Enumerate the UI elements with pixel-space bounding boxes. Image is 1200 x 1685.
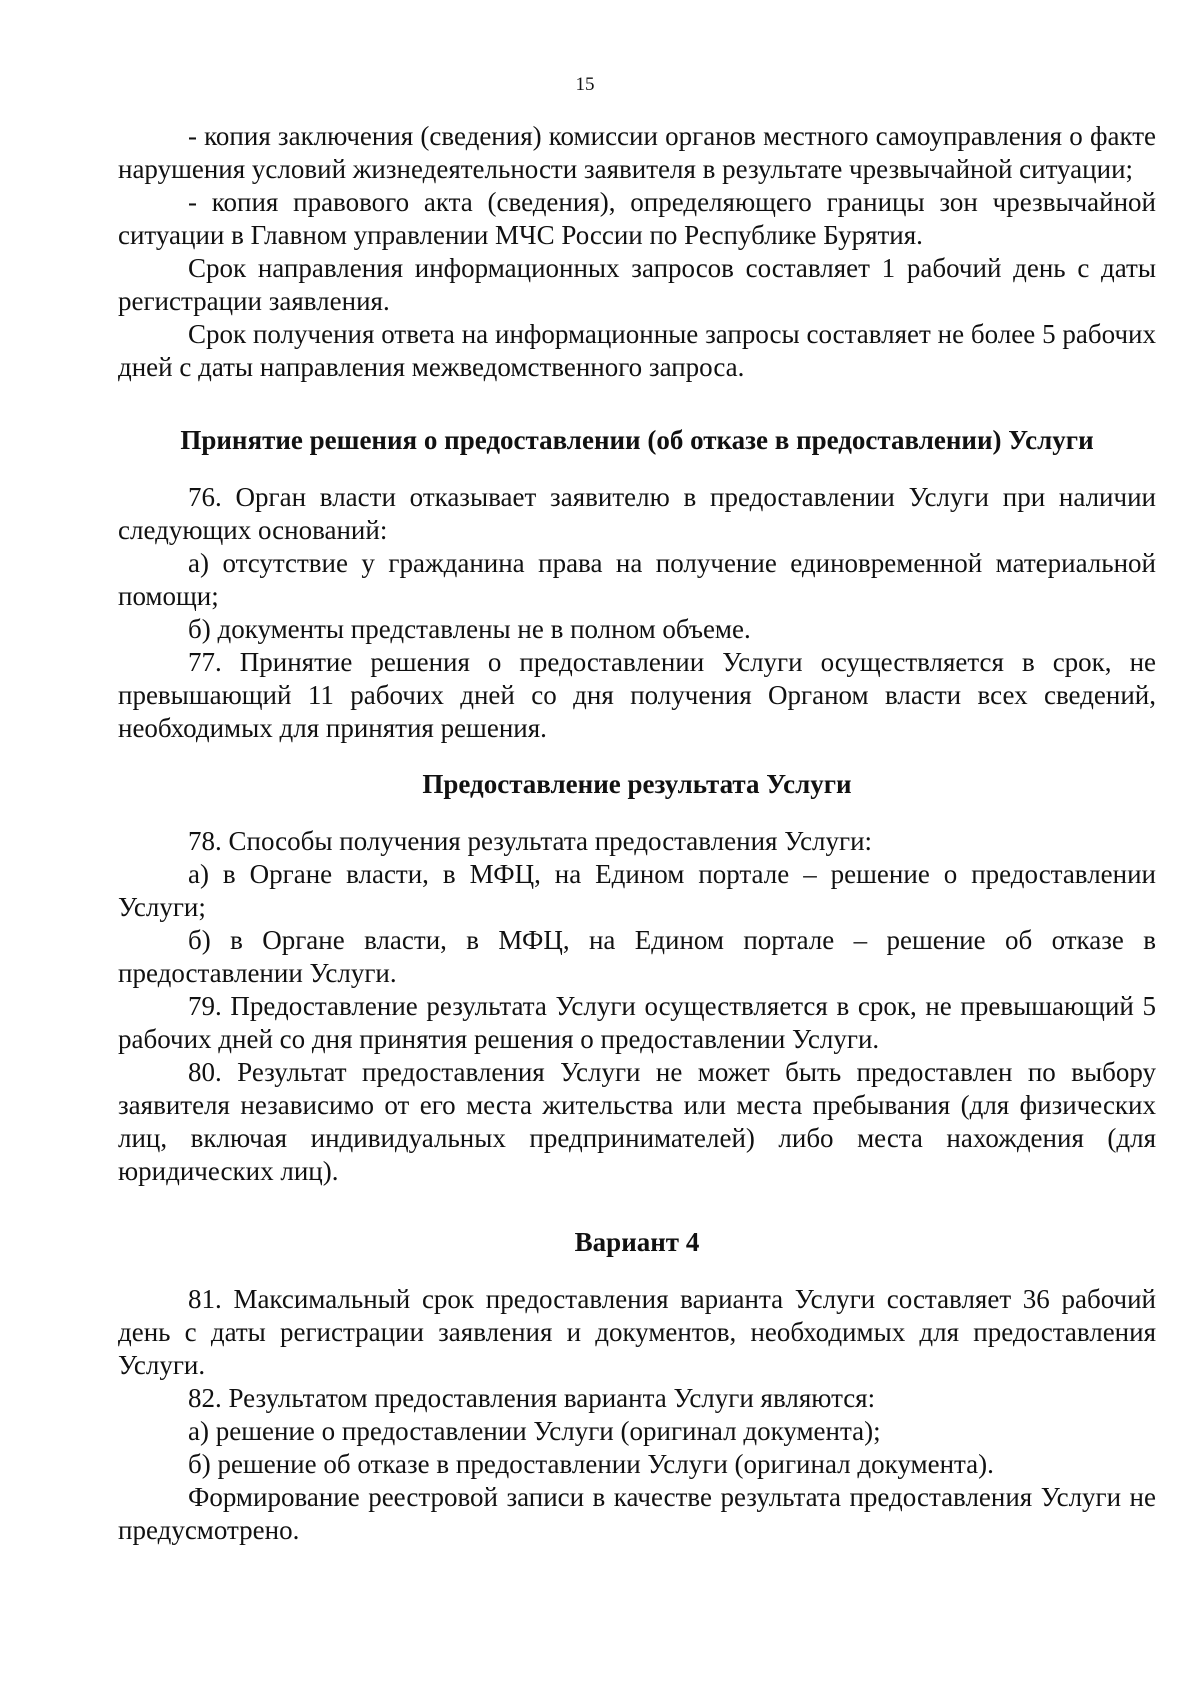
paragraph-81: 81. Максимальный срок предоставления варианта Услуги составляет 36 рабочий день с даты регистрации заявления и документов, необходимых для предоставления Услуги.: [118, 1284, 1156, 1380]
page-number: 15: [575, 74, 595, 95]
paragraph-76: 76. Орган власти отказывает заявителю в предоставлении Услуги при наличии следующих оснований:: [118, 482, 1156, 545]
document-body: [118, 120, 1156, 1547]
paragraph-78-b: б) в Органе власти, в МФЦ, на Едином портале – решение об отказе в предоставлении Услуги.: [118, 925, 1156, 988]
paragraph-78-a: а) в Органе власти, в МФЦ, на Едином портале – решение о предоставлении Услуги;: [118, 859, 1156, 922]
paragraph-legal-act-copy: - копия правового акта (сведения), определяющего границы зон чрезвычайной ситуации в Главном управлении МЧС России по Республике Бурятия.: [118, 187, 1156, 250]
section-heading-decision: Принятие решения о предоставлении (об отказе в предоставлении) Услуги: [180, 425, 1094, 455]
paragraph-80: 80. Результат предоставления Услуги не может быть предоставлен по выбору заявителя независимо от его места жительства или места пребывания (для физических лиц, включая индивидуальных предпринимателей) либо места нахождения (для юридических лиц).: [118, 1057, 1156, 1186]
paragraph-82: 82. Результатом предоставления варианта Услуги являются:: [188, 1383, 876, 1413]
paragraph-76-b: б) документы представлены не в полном объеме.: [188, 614, 751, 644]
paragraph-82-a: а) решение о предоставлении Услуги (оригинал документа);: [188, 1416, 881, 1446]
paragraph-78: 78. Способы получения результата предоставления Услуги:: [188, 826, 873, 856]
section-heading-result: Предоставление результата Услуги: [422, 769, 852, 799]
paragraph-response-deadline: Срок получения ответа на информационные запросы составляет не более 5 рабочих дней с даты направления межведомственного запроса.: [118, 319, 1156, 382]
paragraph-79: 79. Предоставление результата Услуги осуществляется в срок, не превышающий 5 рабочих дней со дня принятия решения о предоставлении Услуги.: [118, 991, 1156, 1054]
paragraph-request-deadline: Срок направления информационных запросов составляет 1 рабочий день с даты регистрации заявления.: [118, 253, 1156, 316]
paragraph-82-b: б) решение об отказе в предоставлении Услуги (оригинал документа).: [188, 1449, 994, 1479]
paragraph-77: 77. Принятие решения о предоставлении Услуги осуществляется в срок, не превышающий 11 рабочих дней со дня получения Органом власти всех сведений, необходимых для принятия решения.: [118, 647, 1156, 743]
paragraph-registry-record: Формирование реестровой записи в качестве результата предоставления Услуги не предусмотрено.: [118, 1482, 1156, 1545]
section-heading-variant-4: Вариант 4: [574, 1227, 700, 1257]
paragraph-76-a: а) отсутствие у гражданина права на получение единовременной материальной помощи;: [118, 548, 1156, 611]
paragraph-conclusion-copy: - копия заключения (сведения) комиссии органов местного самоуправления о факте нарушения условий жизнедеятельности заявителя в результате чрезвычайной ситуации;: [118, 121, 1156, 184]
